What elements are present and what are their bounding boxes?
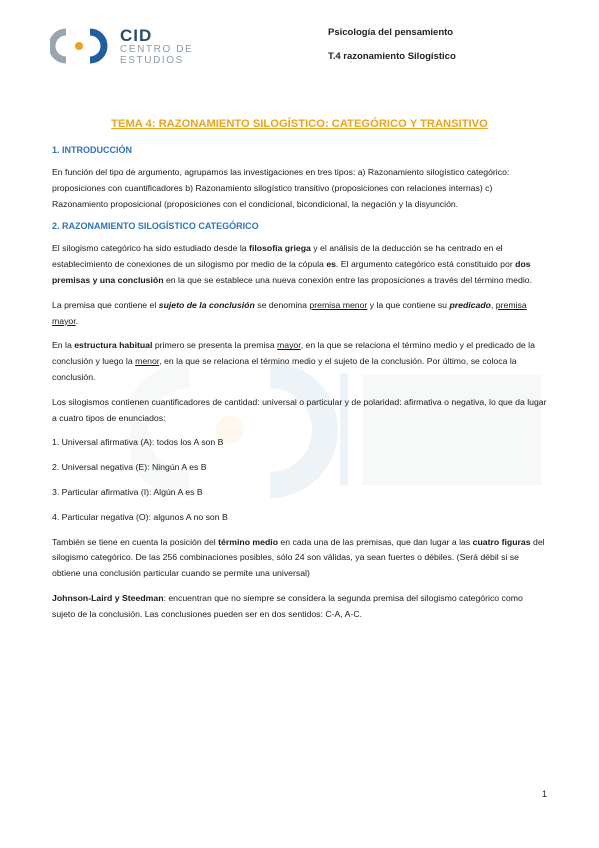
document-body (52, 118, 547, 632)
text-run-bold: Johnson-Laird y Steedman (52, 592, 164, 603)
text-run: También se tiene en cuenta la posición del (52, 536, 219, 547)
cid-logo (50, 26, 200, 66)
text-run: . (75, 315, 79, 326)
text-run: del silogismo categórico. De las 256 combinaciones posibles, sólo 24 son válidas, ya sean fuertes o débiles. (Será débil si se obtiene una conclusión particular cuando se permite una universal) (52, 536, 545, 579)
paragraph-johnson-laird (52, 591, 547, 623)
paragraph-estructura (52, 338, 547, 385)
text-run: , en la que se relaciona el término medio y el sujeto de la conclusión. Por último, se coloca la conclusión. (52, 356, 517, 382)
text-run: , en la que se relaciona el término medio y el predicado de la conclusión y luego la (52, 340, 535, 367)
cid-logo-mark-icon (50, 26, 110, 66)
document-title: TEMA 4: RAZONAMIENTO SILOGÍSTICO: CATEGÓRICO Y TRANSITIVO (111, 118, 488, 130)
text-run-underline: mayor (277, 340, 301, 351)
page-header (0, 0, 599, 90)
text-run: se denomina (254, 299, 310, 310)
paragraph-cuantificadores: Los silogismos contienen cuantificadores de cantidad: universal o particular y de polaridad: afirmativa o negativa, lo que da lugar a cuatro tipos de enunciados: (52, 396, 547, 423)
paragraph-termino-medio (52, 535, 547, 582)
text-run: En la (52, 340, 75, 351)
paragraph-silogismo (52, 241, 547, 288)
text-run-bold: es (326, 259, 336, 270)
text-run-bold-italic: predicado (449, 299, 491, 310)
page-number: 1 (542, 789, 548, 799)
text-run: . El argumento categórico está constituido por (335, 259, 516, 270)
course-name: Psicología del pensamiento (328, 27, 454, 38)
text-run: y el análisis de la deducción se ha centrado en el establecimiento de conexiones de un silogismo por medio de la cópula (52, 243, 503, 270)
text-run-bold: estructura habitual (74, 340, 153, 351)
text-run-underline: menor (135, 356, 160, 367)
text-run: : encuentran que no siempre se considera la segunda premisa del silogismo categórico como sujeto de la conclusión. Las conclusiones pueden ser en dos sentidos: C-A, A-C. (52, 592, 523, 619)
text-run-bold: cuatro figuras (472, 536, 531, 547)
text-run: y la que contiene su (367, 299, 450, 310)
text-run-bold: filosofía griega (249, 243, 311, 254)
paragraph-introduccion: En función del tipo de argumento, agrupamos las investigaciones en tres tipos: a) Razonamiento silogístico categórico: proposiciones con cuantificadores b) Razonamiento silogístico transitivo (proposiciones con relaciones internas) c) Razonamiento proposicional (proposiciones con el condicional, bicondicional, la negación y la disyunción. (52, 167, 510, 209)
list-item-particular-afirmativa: 3. Particular afirmativa (I): Algún A es B (52, 486, 203, 497)
unit-name: T.4 razonamiento Silogístico (328, 51, 456, 62)
text-run-bold: término medio (218, 536, 278, 547)
text-run: El silogismo categórico ha sido estudiado desde la (52, 243, 250, 254)
text-run-underline: premisa menor (309, 299, 368, 310)
list-item-universal-afirmativa: 1. Universal afirmativa (A): todos los A son B (52, 437, 224, 448)
text-run: , (490, 299, 496, 310)
text-run: La premisa que contiene el (52, 299, 159, 310)
list-item-universal-negativa: 2. Universal negativa (E): Ningún A es B (52, 462, 207, 473)
text-run-underline: premisa mayor (52, 299, 527, 326)
logo-subtitle-2: ESTUDIOS (120, 55, 184, 66)
text-run-bold: dos premisas y una conclusión (52, 259, 531, 285)
section-heading-categorico: 2. RAZONAMIENTO SILOGÍSTICO CATEGÓRICO (52, 221, 259, 232)
logo-name: CID (120, 26, 153, 45)
logo-subtitle-1: CENTRO DE (120, 44, 194, 55)
list-item-particular-negativa: 4. Particular negativa (O): algunos A no son B (52, 511, 228, 522)
section-heading-introduccion: 1. INTRODUCCIÓN (52, 145, 133, 155)
paragraph-premisas (52, 298, 547, 330)
text-run-bold-italic: sujeto de la conclusión (158, 299, 255, 310)
text-run: en cada una de las premisas, que dan lugar a las (278, 536, 473, 547)
text-run: en la que se establece una nueva conexión entre las proposiciones a través del término medio. (163, 274, 533, 285)
text-run: primero se presenta la premisa (152, 340, 278, 351)
